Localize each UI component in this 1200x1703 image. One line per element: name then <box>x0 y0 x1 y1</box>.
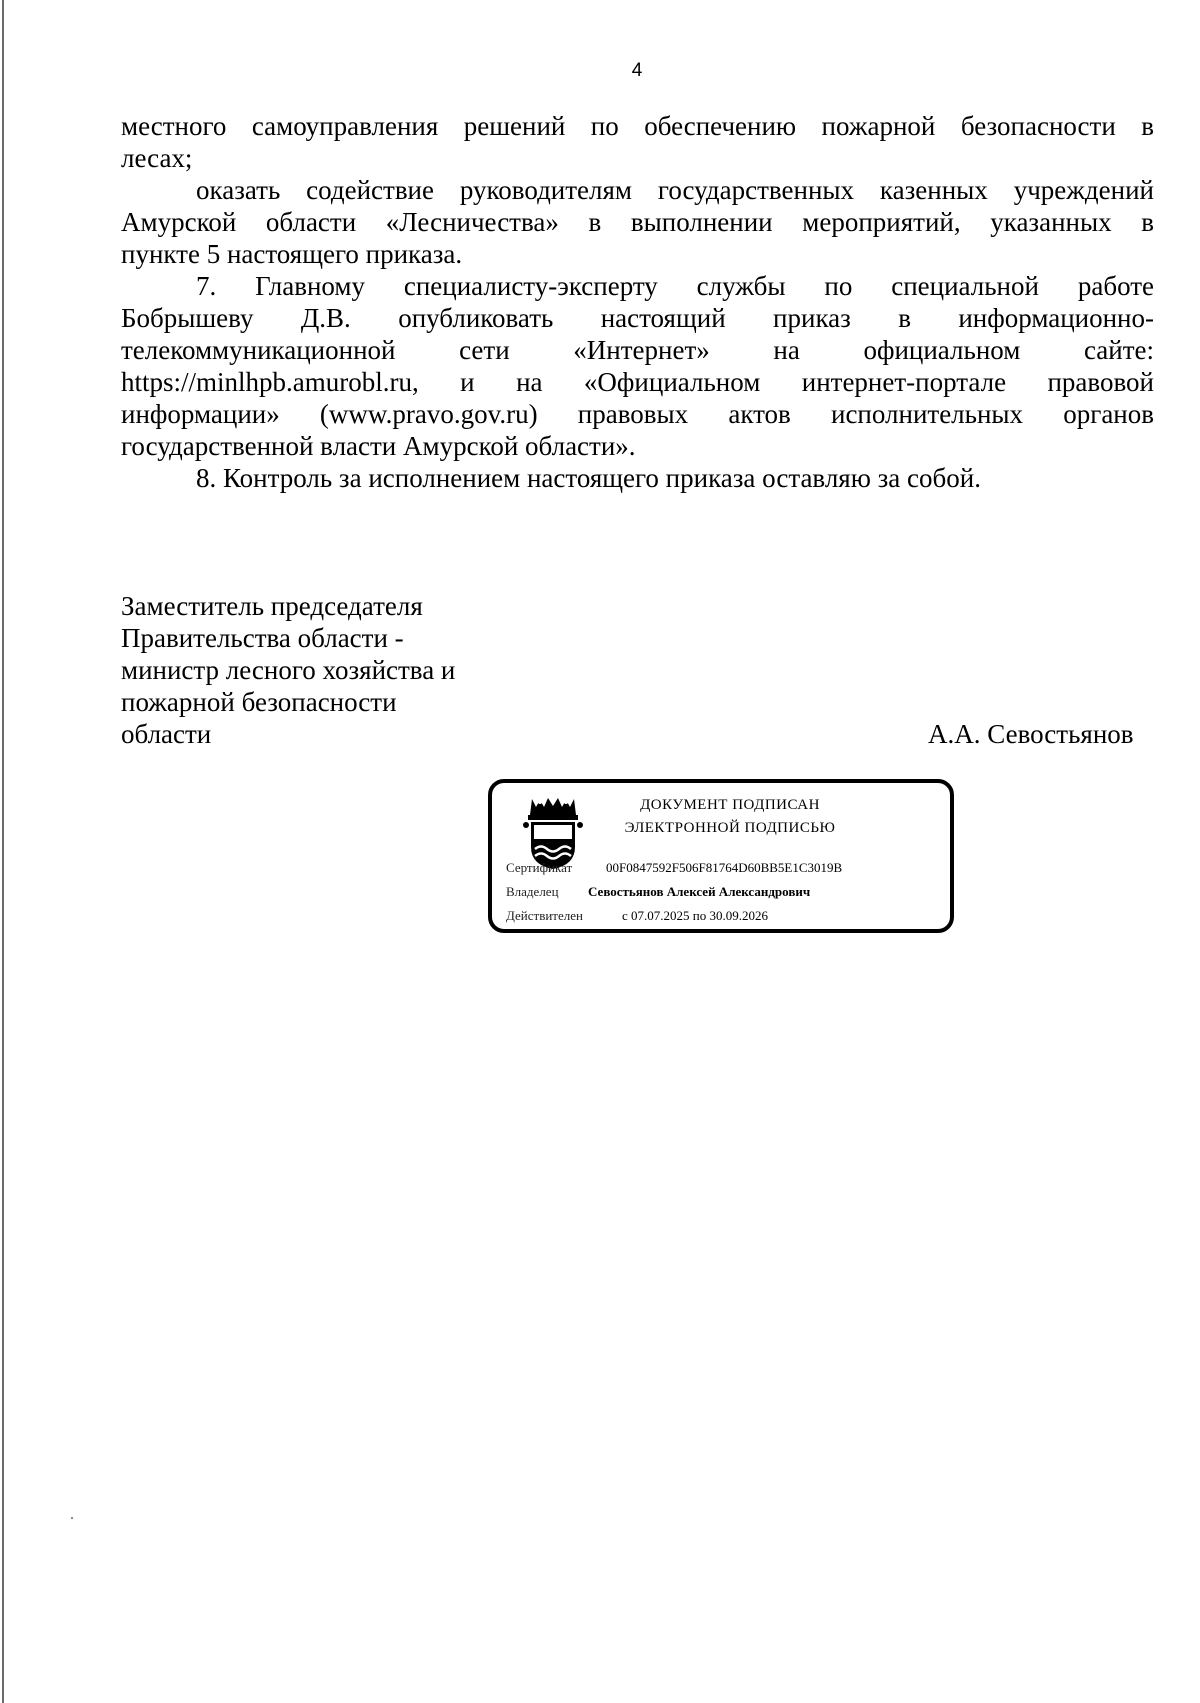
signature-position-line-5: области <box>121 719 212 749</box>
body-line-3: оказать содействие руководителям государственных казенных учреждений <box>196 175 1154 205</box>
stamp-owner-value: Севостьянов Алексей Александрович <box>588 884 811 899</box>
body-line-5: пункте 5 настоящего приказа. <box>121 239 463 269</box>
stamp-owner-row <box>506 884 810 900</box>
stamp-validity-value: с 07.07.2025 по 30.09.2026 <box>622 908 768 923</box>
page-number: 4 <box>631 60 643 81</box>
stamp-validity-label: Действителен <box>506 908 583 923</box>
scan-edge-line <box>2 0 4 1703</box>
signature-position-line-4: пожарной безопасности <box>121 687 397 717</box>
body-line-12: 8. Контроль за исполнением настоящего приказа оставляю за собой. <box>196 463 981 493</box>
body-line-10: информации» (www.pravo.gov.ru) правовых актов исполнительных органов <box>121 399 1154 429</box>
signature-position-line-3: министр лесного хозяйства и <box>121 655 456 685</box>
electronic-signature-stamp <box>488 779 954 933</box>
stamp-certificate-label: Сертификат <box>506 860 573 875</box>
stamp-certificate-value: 00F0847592F506F81764D60BB5E1C3019B <box>606 860 843 875</box>
body-line-9: https://minlhpb.amurobl.ru, и на «Официальном интернет-портале правовой <box>121 367 1154 397</box>
body-line-8: телекоммуникационной сети «Интернет» на официальном сайте: <box>121 335 1154 365</box>
signature-position-line-2: Правительства области - <box>121 623 404 653</box>
body-line-1: местного самоуправления решений по обеспечению пожарной безопасности в <box>121 111 1154 141</box>
stamp-validity-row <box>506 908 768 924</box>
body-line-11: государственной власти Амурской области». <box>121 431 636 461</box>
scan-speck <box>71 1517 73 1519</box>
stamp-title-line-1: ДОКУМЕНТ ПОДПИСАН <box>640 797 820 813</box>
body-line-7: Бобрышеву Д.В. опубликовать настоящий приказ в информационно- <box>121 303 1154 333</box>
signature-position-line-1: Заместитель председателя <box>121 591 423 621</box>
body-line-4: Амурской области «Лесничества» в выполнении мероприятий, указанных в <box>121 207 1154 237</box>
stamp-certificate-row <box>506 860 842 876</box>
body-line-6: 7. Главному специалисту-эксперту службы по специальной работе <box>196 271 1154 301</box>
body-line-2: лесах; <box>121 143 193 173</box>
stamp-title-line-2: ЭЛЕКТРОННОЙ ПОДПИСЬЮ <box>624 820 836 836</box>
stamp-owner-label: Владелец <box>506 884 559 899</box>
signer-name: А.А. Севостьянов <box>928 719 1134 749</box>
